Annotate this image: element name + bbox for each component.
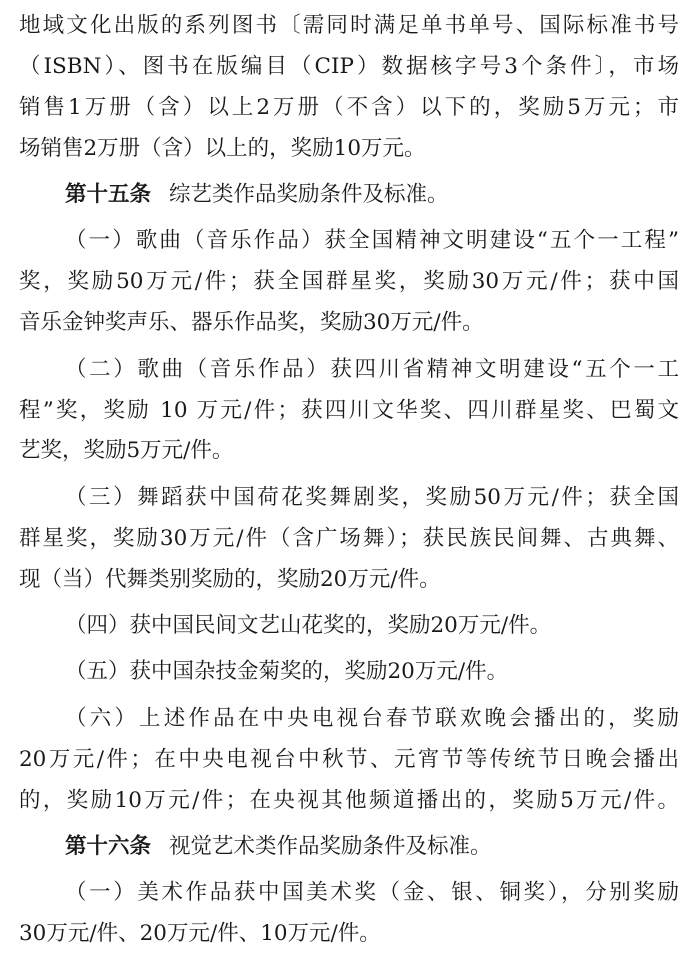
- article-15-item-6: [19, 699, 679, 822]
- text-line: （四）获中国民间文艺山花奖的，奖励20万元/件。: [65, 612, 552, 638]
- text-line: 群星奖，奖励30万元/件（含广场舞）；获民族民间舞、古典舞、: [19, 525, 679, 551]
- article-15-label: 第十五条: [65, 182, 152, 208]
- article-16-heading: [19, 827, 679, 868]
- text-line: （二）歌曲（音乐作品）获四川省精神文明建设“五个一工: [65, 356, 679, 382]
- text-line: 艺奖，奖励5万元/件。: [19, 438, 234, 464]
- text-line: 奖，奖励50万元/件；获全国群星奖，奖励30万元/件；获中国: [19, 269, 679, 295]
- article-15-heading: [19, 175, 679, 216]
- document-page: [19, 6, 679, 955]
- article-15-item-2: [19, 350, 679, 473]
- article-16-item-1: [19, 873, 679, 955]
- article-15-item-5: [19, 652, 679, 693]
- text-line: 场销售2万册（含）以上的，奖励10万元。: [19, 135, 426, 161]
- text-line: 30万元/件、20万元/件、10万元/件。: [19, 921, 381, 947]
- text-line: 销售1万册（含）以上2万册（不含）以下的，奖励5万元；市: [19, 94, 679, 120]
- text-line: 20万元/件；在中央电视台中秋节、元宵节等传统节日晚会播出: [19, 746, 679, 772]
- article-15-title: 综艺类作品奖励条件及标准。: [169, 182, 449, 208]
- text-line: （ISBN）、图书在版编目（CIP）数据核字号3个条件〕，市场: [19, 53, 679, 79]
- text-line: （五）获中国杂技金菊奖的，奖励20万元/件。: [65, 659, 509, 685]
- paragraph-regional-books: [19, 6, 679, 170]
- text-line: （一）歌曲（音乐作品）获全国精神文明建设“五个一工程”: [65, 228, 679, 254]
- text-line: 的，奖励10万元/件；在央视其他频道播出的，奖励5万元/件。: [19, 787, 679, 813]
- text-line: 音乐金钟奖声乐、器乐作品奖，奖励30万元/件。: [19, 310, 484, 336]
- text-line: （一）美术作品获中国美术奖（金、银、铜奖），分别奖励: [65, 880, 679, 906]
- text-line: 地域文化出版的系列图书〔需同时满足单书单号、国际标准书号: [19, 13, 679, 38]
- text-line: 现（当）代舞类别奖励的，奖励20万元/件。: [19, 566, 441, 592]
- article-15-item-1: [19, 221, 679, 344]
- article-16-label: 第十六条: [65, 833, 152, 859]
- text-line: 程”奖，奖励 10 万元/件；获四川文华奖、四川群星奖、巴蜀文: [19, 397, 679, 423]
- text-line: （六）上述作品在中央电视台春节联欢晚会播出的，奖励: [65, 705, 679, 731]
- article-15-item-4: [19, 606, 679, 647]
- text-line: （三）舞蹈获中国荷花奖舞剧奖，奖励50万元/件；获全国: [65, 484, 679, 510]
- article-16-title: 视觉艺术类作品奖励条件及标准。: [169, 833, 492, 859]
- article-15-item-3: [19, 478, 679, 601]
